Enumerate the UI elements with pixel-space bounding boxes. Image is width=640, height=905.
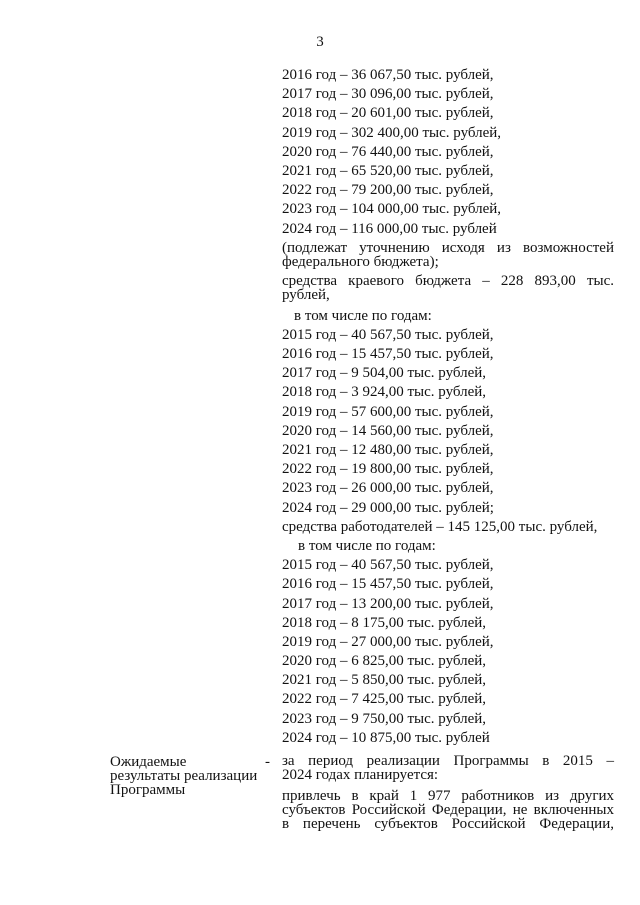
employer-year-item: 2017 год – 13 200,00 тыс. рублей,	[282, 595, 494, 612]
expected-results-p2-line-3: в перечень субъектов Российской Федерации,	[282, 816, 614, 832]
funding-column	[282, 66, 614, 748]
regional-year-item: 2023 год – 26 000,00 тыс. рублей,	[282, 480, 494, 497]
federal-year-item: 2017 год – 30 096,00 тыс. рублей,	[282, 86, 494, 103]
federal-year-item: 2018 год – 20 601,00 тыс. рублей,	[282, 105, 494, 122]
federal-year-item: 2022 год – 79 200,00 тыс. рублей,	[282, 182, 494, 199]
federal-year-item: 2024 год – 116 000,00 тыс. рублей	[282, 220, 497, 237]
label-dash: -	[265, 754, 270, 770]
federal-year-item: 2016 год – 36 067,50 тыс. рублей,	[282, 67, 494, 83]
federal-year-item: 2021 год – 65 520,00 тыс. рублей,	[282, 162, 494, 179]
expected-results-label-line-2: результаты реализации	[110, 768, 258, 784]
regional-year-item: 2015 год – 40 567,50 тыс. рублей,	[282, 326, 494, 343]
federal-note-line-2: федерального бюджета);	[282, 253, 439, 270]
federal-note	[282, 241, 614, 269]
regional-total-line-1: средства краевого бюджета – 228 893,00 тыс.	[282, 272, 614, 289]
employer-year-item: 2015 год – 40 567,50 тыс. рублей,	[282, 557, 494, 574]
regional-year-item: 2016 год – 15 457,50 тыс. рублей,	[282, 346, 494, 363]
employer-year-item: 2022 год – 7 425,00 тыс. рублей,	[282, 691, 487, 708]
regional-total	[282, 274, 614, 302]
regional-years-list	[282, 326, 614, 518]
regional-total-line-2: рублей,	[282, 286, 330, 303]
expected-results-text	[282, 754, 614, 838]
regional-year-item: 2018 год – 3 924,00 тыс. рублей,	[282, 384, 487, 401]
employer-year-item: 2019 год – 27 000,00 тыс. рублей,	[282, 633, 494, 650]
employer-year-item: 2024 год – 10 875,00 тыс. рублей	[282, 729, 490, 746]
regional-year-item: 2021 год – 12 480,00 тыс. рублей,	[282, 442, 494, 458]
expected-results-p1-line-1: за период реализации Программы в 2015 –	[282, 753, 614, 769]
expected-results-p2-line-1: привлечь в край 1 977 работников из других	[282, 788, 614, 804]
regional-year-item: 2020 год – 14 560,00 тыс. рублей,	[282, 422, 494, 439]
expected-results-paragraph-2	[282, 789, 614, 831]
employer-year-item: 2018 год – 8 175,00 тыс. рублей,	[282, 614, 487, 631]
employer-year-item: 2021 год – 5 850,00 тыс. рублей,	[282, 672, 487, 689]
expected-results-label-line-3: Программы	[110, 782, 186, 798]
employer-years-list	[282, 556, 614, 748]
regional-by-years-label: в том числе по годам:	[294, 307, 432, 324]
federal-year-item: 2023 год – 104 000,00 тыс. рублей,	[282, 201, 502, 218]
expected-results-paragraph-1	[282, 754, 614, 782]
employer-year-item: 2016 год – 15 457,50 тыс. рублей,	[282, 576, 494, 593]
employer-year-item: 2023 год – 9 750,00 тыс. рублей,	[282, 710, 487, 727]
federal-year-item: 2020 год – 76 440,00 тыс. рублей,	[282, 143, 494, 160]
federal-years-list	[282, 66, 614, 239]
regional-year-item: 2024 год – 29 000,00 тыс. рублей;	[282, 499, 494, 516]
expected-results-p2-line-2: субъектов Российской Федерации, не включенных	[282, 802, 614, 818]
employer-total: средства работодателей – 145 125,00 тыс. рублей,	[282, 518, 598, 535]
regional-year-item: 2017 год – 9 504,00 тыс. рублей,	[282, 365, 487, 382]
regional-year-item: 2022 год – 19 800,00 тыс. рублей,	[282, 461, 494, 478]
regional-year-item: 2019 год – 57 600,00 тыс. рублей,	[282, 403, 494, 420]
employer-by-years-label: в том числе по годам:	[298, 537, 436, 554]
federal-year-item: 2019 год – 302 400,00 тыс. рублей,	[282, 124, 502, 141]
expected-results-p1-line-2: 2024 годах планируется:	[282, 767, 439, 783]
employer-year-item: 2020 год – 6 825,00 тыс. рублей,	[282, 653, 487, 670]
federal-note-line-1: (подлежат уточнению исходя из возможностей	[282, 239, 614, 256]
expected-results-label-line-1: Ожидаемые	[110, 754, 187, 770]
expected-results-label	[110, 755, 260, 797]
page-number: 3	[316, 34, 324, 50]
